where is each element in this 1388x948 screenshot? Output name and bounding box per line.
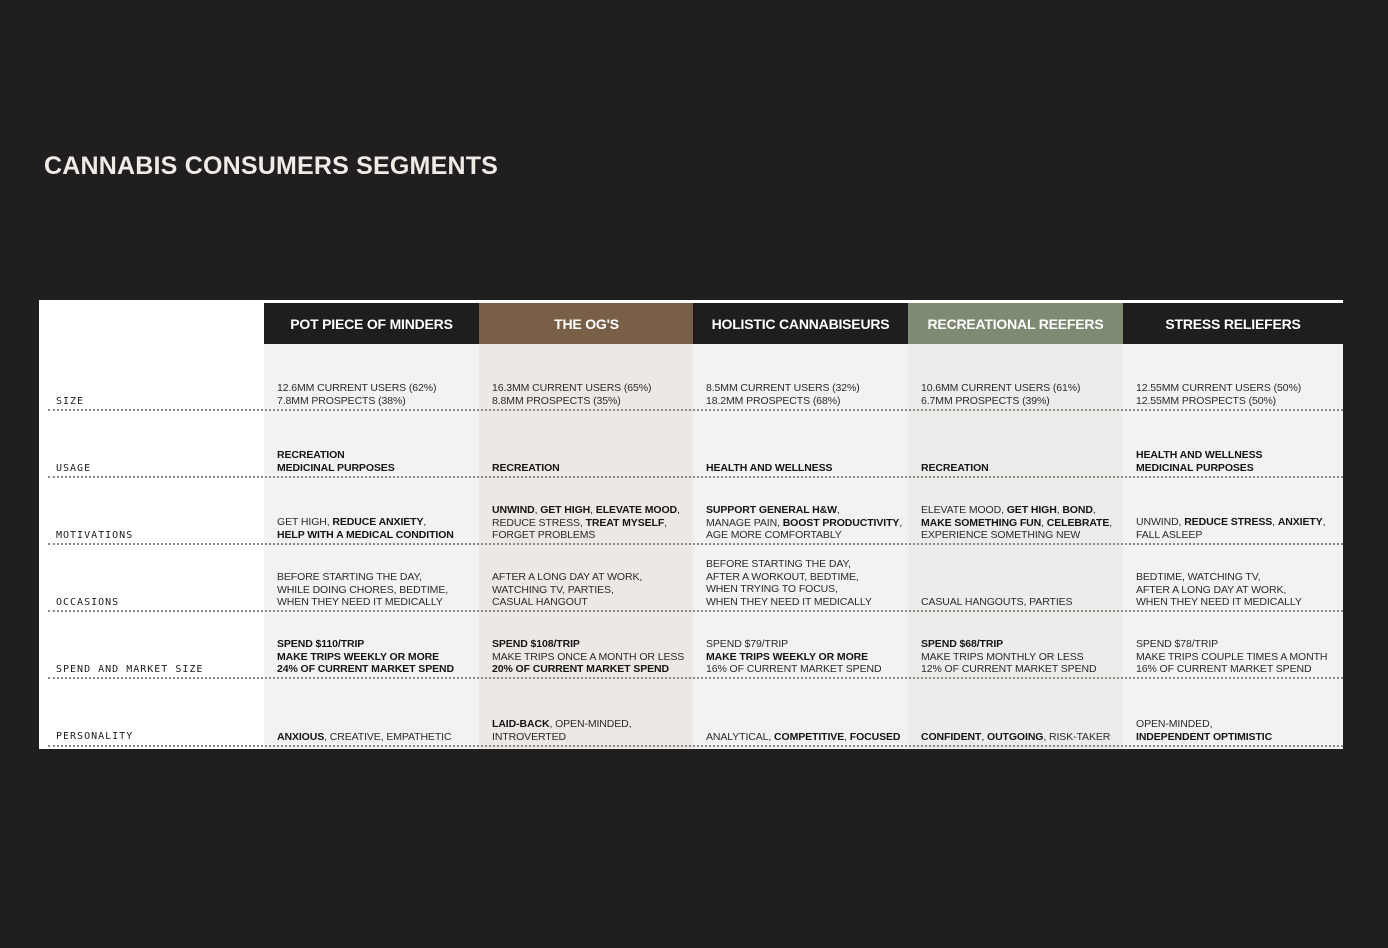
cell-size: 12.6MM CURRENT USERS (62%) 7.8MM PROSPECTS (38%): [277, 382, 437, 407]
cell-usage: RECREATION MEDICINAL PURPOSES: [277, 449, 395, 474]
cell-personality: CONFIDENT, OUTGOING, RISK-TAKER: [921, 731, 1111, 743]
cell-personality: OPEN-MINDED, INDEPENDENT OPTIMISTIC: [1136, 718, 1273, 743]
row-divider: [48, 543, 1343, 545]
cell-motivations: UNWIND, REDUCE STRESS, ANXIETY, FALL ASLEEP: [1136, 516, 1326, 541]
row-label-spend-and-market-size: SPEND AND MARKET SIZE: [56, 664, 204, 675]
cell-size: 12.55MM CURRENT USERS (50%) 12.55MM PROSPECTS (50%): [1136, 382, 1302, 407]
cell-occasions: CASUAL HANGOUTS, PARTIES: [921, 596, 1073, 608]
cell-occasions: BEFORE STARTING THE DAY, AFTER A WORKOUT, BEDTIME, WHEN TRYING TO FOCUS, WHEN THEY NEED IT MEDICALLY: [706, 558, 872, 608]
cell-spend: SPEND $108/TRIP MAKE TRIPS ONCE A MONTH OR LESS 20% OF CURRENT MARKET SPEND: [492, 638, 685, 676]
row-divider: [48, 677, 1343, 679]
cell-personality: LAID-BACK, OPEN-MINDED, INTROVERTED: [492, 718, 632, 743]
row-divider: [48, 409, 1343, 411]
cell-usage: HEALTH AND WELLNESS MEDICINAL PURPOSES: [1136, 449, 1263, 474]
cell-personality: ANALYTICAL, COMPETITIVE, FOCUSED: [706, 731, 901, 743]
cell-motivations: GET HIGH, REDUCE ANXIETY, HELP WITH A MEDICAL CONDITION: [277, 516, 454, 541]
cell-motivations: UNWIND, GET HIGH, ELEVATE MOOD, REDUCE STRESS, TREAT MYSELF, FORGET PROBLEMS: [492, 504, 680, 542]
segment-header: HOLISTIC CANNABISEURS: [693, 303, 908, 344]
row-label-usage: USAGE: [56, 463, 92, 474]
cell-occasions: BEDTIME, WATCHING TV, AFTER A LONG DAY AT WORK, WHEN THEY NEED IT MEDICALLY: [1136, 571, 1302, 609]
row-label-size: SIZE: [56, 396, 85, 407]
cell-usage: RECREATION: [492, 462, 560, 474]
cell-spend: SPEND $79/TRIP MAKE TRIPS WEEKLY OR MORE 16% OF CURRENT MARKET SPEND: [706, 638, 882, 676]
cell-usage: HEALTH AND WELLNESS: [706, 462, 833, 474]
cell-motivations: SUPPORT GENERAL H&W, MANAGE PAIN, BOOST PRODUCTIVITY, AGE MORE COMFORTABLY: [706, 504, 903, 542]
segment-header: STRESS RELIEFERS: [1123, 303, 1343, 344]
cell-occasions: AFTER A LONG DAY AT WORK, WATCHING TV, PARTIES, CASUAL HANGOUT: [492, 571, 643, 609]
cell-size: 10.6MM CURRENT USERS (61%) 6.7MM PROSPECTS (39%): [921, 382, 1081, 407]
segments-table: [39, 300, 1343, 749]
cell-usage: RECREATION: [921, 462, 989, 474]
segment-header: RECREATIONAL REEFERS: [908, 303, 1123, 344]
row-divider: [48, 610, 1343, 612]
page-title: CANNABIS CONSUMERS SEGMENTS: [44, 152, 499, 180]
cell-spend: SPEND $68/TRIP MAKE TRIPS MONTHLY OR LESS 12% OF CURRENT MARKET SPEND: [921, 638, 1097, 676]
cell-personality: ANXIOUS, CREATIVE, EMPATHETIC: [277, 731, 452, 743]
row-label-occasions: OCCASIONS: [56, 597, 120, 608]
cell-motivations: ELEVATE MOOD, GET HIGH, BOND, MAKE SOMETHING FUN, CELEBRATE, EXPERIENCE SOMETHING NEW: [921, 504, 1113, 542]
cell-size: 16.3MM CURRENT USERS (65%) 8.8MM PROSPECTS (35%): [492, 382, 652, 407]
row-label-personality: PERSONALITY: [56, 731, 134, 742]
row-divider: [48, 476, 1343, 478]
cell-spend: SPEND $78/TRIP MAKE TRIPS COUPLE TIMES A MONTH 16% OF CURRENT MARKET SPEND: [1136, 638, 1328, 676]
segment-header: POT PIECE OF MINDERS: [264, 303, 479, 344]
row-label-motivations: MOTIVATIONS: [56, 530, 134, 541]
segment-header: THE OG'S: [479, 303, 694, 344]
cell-spend: SPEND $110/TRIP MAKE TRIPS WEEKLY OR MORE 24% OF CURRENT MARKET SPEND: [277, 638, 454, 676]
row-divider: [48, 745, 1343, 747]
cell-size: 8.5MM CURRENT USERS (32%) 18.2MM PROSPECTS (68%): [706, 382, 860, 407]
cell-occasions: BEFORE STARTING THE DAY, WHILE DOING CHORES, BEDTIME, WHEN THEY NEED IT MEDICALLY: [277, 571, 449, 609]
